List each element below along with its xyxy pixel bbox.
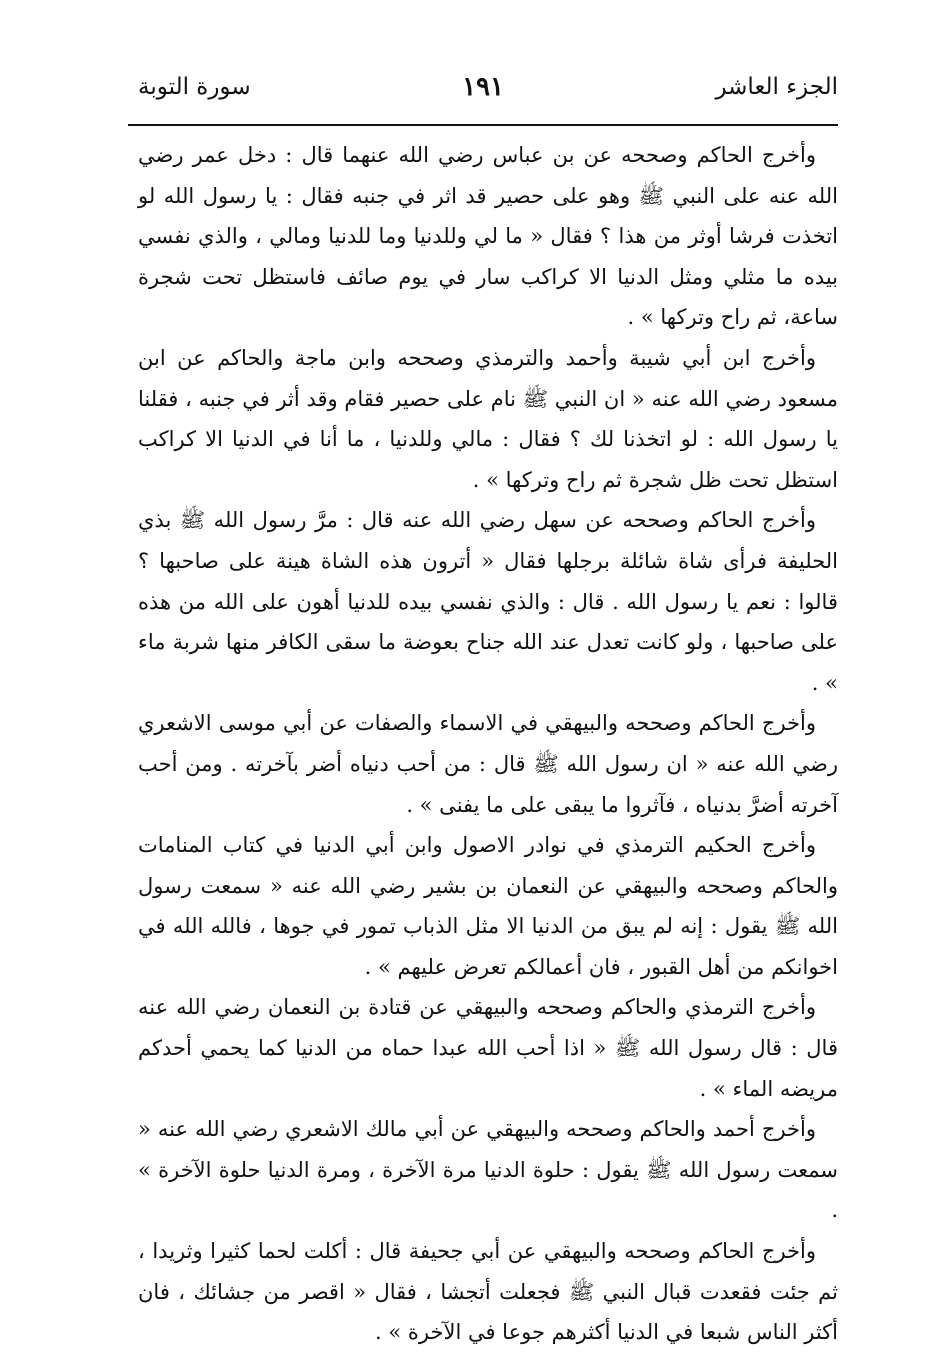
- header-surah: سورة التوبة: [138, 74, 251, 100]
- paragraph: وأخرج الترمذي والحاكم وصححه والبيهقي عن قتادة بن النعمان رضي الله عنه قال : قال رسول الله ﷺ « اذا أحب الله عبدا حماه من الدنيا كما يحمي أحدكم مريضه الماء » .: [138, 995, 838, 1101]
- paragraph: وأخرج الحاكم وصححه عن بن عباس رضي الله عنهما قال : دخل عمر رضي الله عنه على النبي ﷺ وهو على حصير قد اثر في جنبه فقال : يا رسول الله لو اتخذت فرشا أوثر من هذا ؟ فقال « ما لي وللدنيا وما للدنيا ومالي ، والذي نفسي بيده ما مثلي ومثل الدنيا الا كراكب سار في يوم صائف فاستظل تحت شجرة ساعة، ثم راح وتركها » .: [138, 143, 838, 330]
- paragraph: وأخرج الحكيم الترمذي في نوادر الاصول وابن أبي الدنيا في كتاب المنامات والحاكم وصححه والبيهقي عن النعمان بن بشير رضي الله عنه « سمعت رسول الله ﷺ يقول : إنه لم يبق من الدنيا الا مثل الذباب تمور في جوها ، فالله الله في اخوانكم من أهل القبور ، فان أعمالكم تعرض عليهم » .: [138, 833, 838, 979]
- header-rule: [128, 124, 838, 126]
- paragraph: وأخرج الحاكم وصححه والبيهقي عن أبي جحيفة قال : أكلت لحما كثيرا وثريدا ، ثم جئت فقعدت قبال النبي ﷺ فجعلت أتجشا ، فقال « اقصر من جشائك ، فان أكثر الناس شبعا في الدنيا أكثرهم جوعا في الآخرة » .: [138, 1239, 838, 1345]
- page-number: ١٩١: [462, 72, 504, 102]
- paragraph: وأخرج الحاكم وصححه عن سهل رضي الله عنه قال : مرَّ رسول الله ﷺ بذي الحليفة فرأى شاة شائلة برجلها فقال « أترون هذه الشاة هينة على صاحبها ؟ قالوا : نعم يا رسول الله . قال : والذي نفسي بيده للدنيا أهون على الله من هذه على صاحبها ، ولو كانت تعدل عند الله جناح بعوضة ما سقى الكافر منها شربة ماء » .: [138, 508, 838, 695]
- page-body: [138, 135, 838, 1353]
- running-header: [138, 62, 838, 112]
- header-part: الجزء العاشر: [715, 74, 838, 100]
- paragraph: وأخرج الحاكم وصححه والبيهقي في الاسماء والصفات عن أبي موسى الاشعري رضي الله عنه « ان رسول الله ﷺ قال : من أحب دنياه أضر بآخرته . ومن أحب آخرته أضرَّ بدنياه ، فآثروا ما يبقى على ما يفنى » .: [138, 711, 838, 817]
- paragraph: وأخرج ابن أبي شيبة وأحمد والترمذي وصححه وابن ماجة والحاكم عن ابن مسعود رضي الله عنه « ان النبي ﷺ نام على حصير فقام وقد أثر في جنبه ، فقلنا يا رسول الله : لو اتخذنا لك ؟ فقال : مالي وللدنيا ، ما أنا في الدنيا الا كراكب استظل تحت ظل شجرة ثم راح وتركها » .: [138, 345, 838, 492]
- paragraph: وأخرج أحمد والحاكم وصححه والبيهقي عن أبي مالك الاشعري رضي الله عنه « سمعت رسول الله ﷺ يقول : حلوة الدنيا مرة الآخرة ، ومرة الدنيا حلوة الآخرة » .: [138, 1117, 838, 1223]
